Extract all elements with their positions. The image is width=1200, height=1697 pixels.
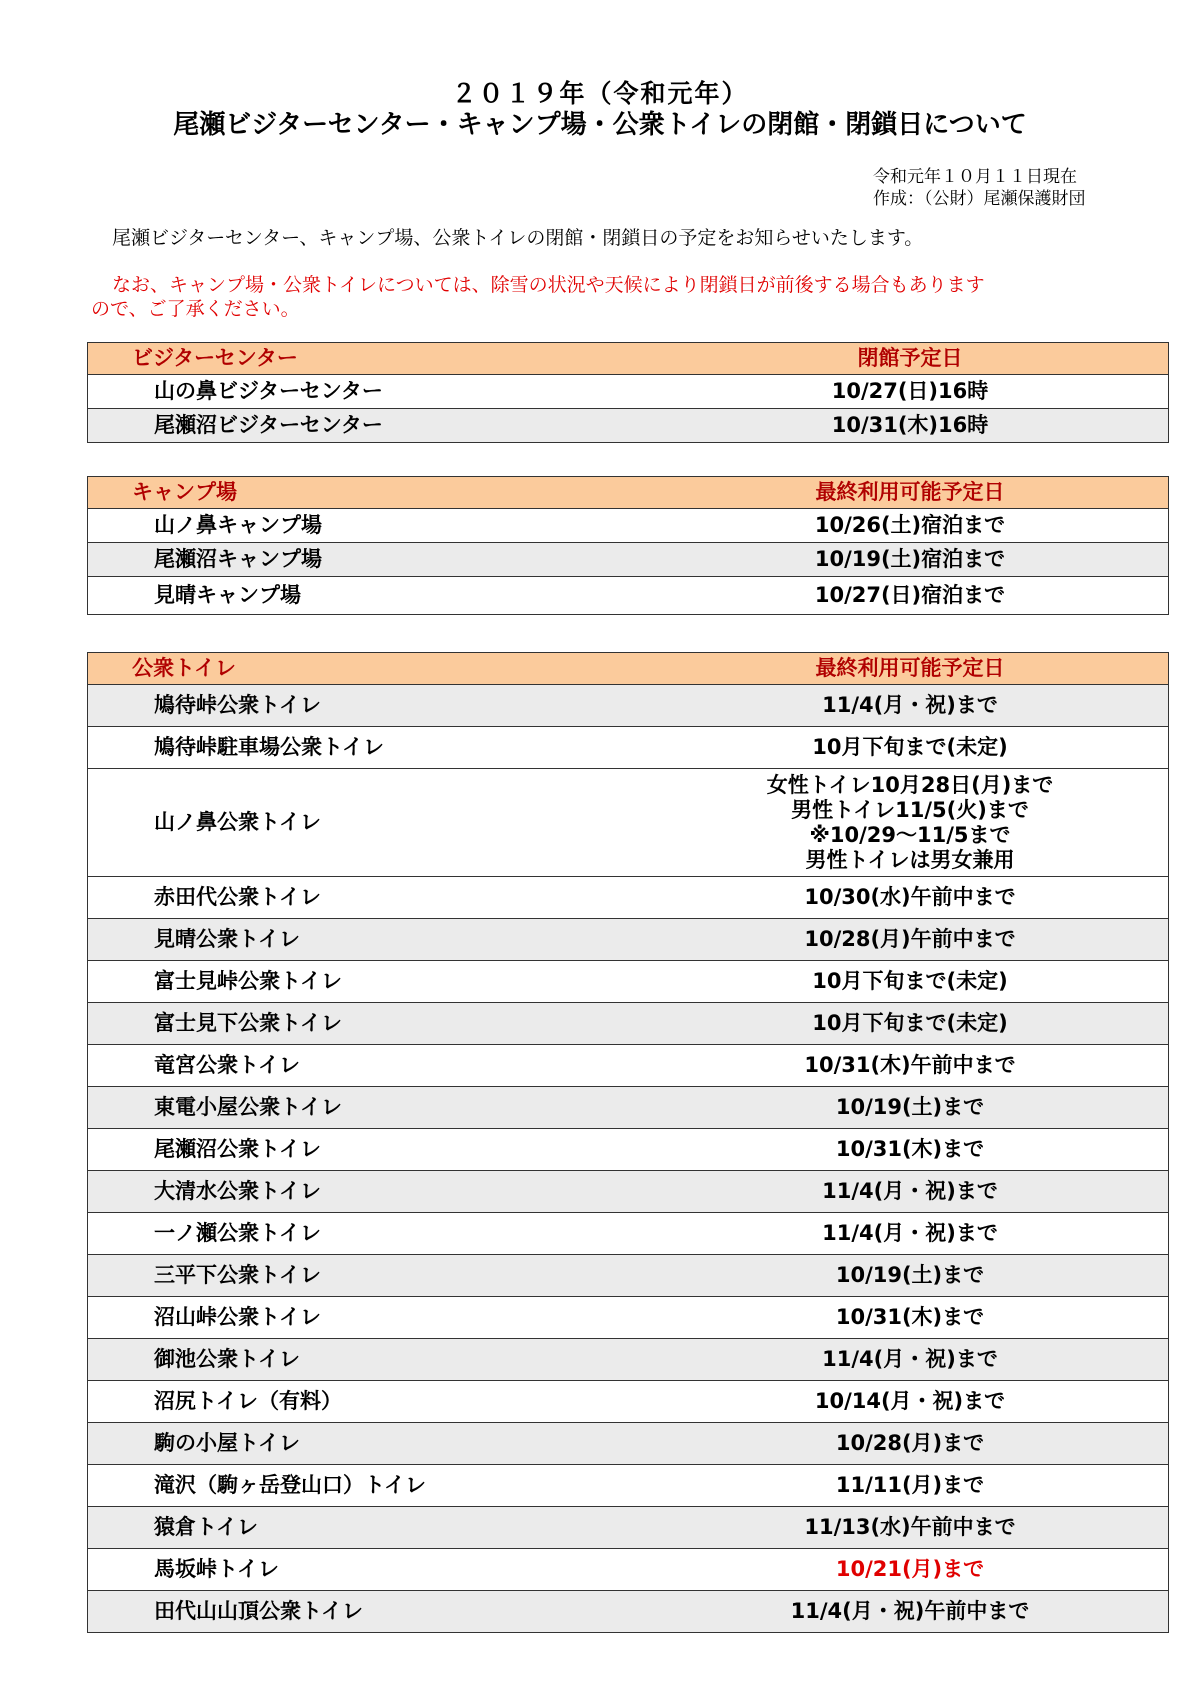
facility-name: 猿倉トイレ — [88, 1507, 653, 1549]
table-row — [88, 961, 1169, 1003]
visitor-center-table — [87, 342, 1169, 443]
closing-date-line: ※10/29～11/5まで — [809, 822, 1011, 847]
closing-date: 10/21(月)まで — [652, 1549, 1169, 1591]
table-row — [88, 1087, 1169, 1129]
column-header-name: 公衆トイレ — [88, 653, 653, 685]
facility-name: 竜宮公衆トイレ — [88, 1045, 653, 1087]
table-row — [88, 1129, 1169, 1171]
closing-date: 10月下旬まで(未定) — [652, 727, 1169, 769]
closing-date: 11/4(月・祝)まで — [652, 685, 1169, 727]
facility-name: 尾瀬沼公衆トイレ — [88, 1129, 653, 1171]
closing-date: 10/30(水)午前中まで — [652, 877, 1169, 919]
facility-name: 東電小屋公衆トイレ — [88, 1087, 653, 1129]
table-row — [88, 409, 1169, 443]
closing-date: 11/4(月・祝)午前中まで — [652, 1591, 1169, 1633]
closing-date: 11/11(月)まで — [652, 1465, 1169, 1507]
intro-text: 尾瀬ビジターセンター、キャンプ場、公衆トイレの閉館・閉鎖日の予定をお知らせいたします。 — [112, 227, 924, 249]
as-of-date: 令和元年１０月１１日現在 — [873, 167, 1077, 187]
facility-name: 鳩待峠駐車場公衆トイレ — [88, 727, 653, 769]
closing-date-line: 男性トイレ11/5(火)まで — [791, 797, 1029, 822]
closing-date-line: 男性トイレは男女兼用 — [805, 847, 1015, 872]
column-header-date: 閉館予定日 — [652, 343, 1169, 375]
facility-name: 尾瀬沼ビジターセンター — [88, 409, 653, 443]
toilet-table — [87, 652, 1169, 1633]
closing-date: 10月下旬まで(未定) — [652, 961, 1169, 1003]
facility-name: 一ノ瀬公衆トイレ — [88, 1213, 653, 1255]
closing-date: 10/31(木)まで — [652, 1297, 1169, 1339]
facility-name: 三平下公衆トイレ — [88, 1255, 653, 1297]
camp-table — [87, 476, 1169, 615]
notice-line-1: なお、キャンプ場・公衆トイレについては、除雪の状況や天候により閉鎖日が前後する場合もあります — [112, 274, 985, 296]
table-row — [88, 877, 1169, 919]
table-row — [88, 1297, 1169, 1339]
title-line-2: 尾瀬ビジターセンター・キャンプ場・公衆トイレの閉館・閉鎖日について — [173, 110, 1027, 140]
closing-date: 10/31(木)午前中まで — [652, 1045, 1169, 1087]
column-header-date: 最終利用可能予定日 — [652, 477, 1169, 509]
facility-name: 山の鼻ビジターセンター — [88, 375, 653, 409]
title-line-1: ２０１９年（令和元年） — [451, 79, 749, 108]
facility-name: 大清水公衆トイレ — [88, 1171, 653, 1213]
table-row — [88, 1465, 1169, 1507]
table-row — [88, 1255, 1169, 1297]
table-row — [88, 727, 1169, 769]
column-header-date: 最終利用可能予定日 — [652, 653, 1169, 685]
column-header-name: キャンプ場 — [88, 477, 653, 509]
table-header — [88, 477, 1169, 509]
facility-name: 沼尻トイレ（有料） — [88, 1381, 653, 1423]
column-header-name: ビジターセンター — [88, 343, 653, 375]
author: 作成：（公財）尾瀬保護財団 — [873, 189, 1086, 209]
table-row — [88, 375, 1169, 409]
table-header — [88, 653, 1169, 685]
facility-name: 沼山峠公衆トイレ — [88, 1297, 653, 1339]
closing-date: 11/4(月・祝)まで — [652, 1213, 1169, 1255]
facility-name: 鳩待峠公衆トイレ — [88, 685, 653, 727]
table-row — [88, 1381, 1169, 1423]
closing-date: 10/19(土)まで — [652, 1087, 1169, 1129]
facility-name: 見晴公衆トイレ — [88, 919, 653, 961]
facility-name: 馬坂峠トイレ — [88, 1549, 653, 1591]
table-row — [88, 919, 1169, 961]
facility-name: 赤田代公衆トイレ — [88, 877, 653, 919]
closing-date-line: 女性トイレ10月28日(月)まで — [766, 772, 1054, 797]
table-row — [88, 509, 1169, 543]
closing-date: 11/4(月・祝)まで — [652, 1339, 1169, 1381]
table-row — [88, 1003, 1169, 1045]
closing-date: 10/19(土)まで — [652, 1255, 1169, 1297]
facility-name: 御池公衆トイレ — [88, 1339, 653, 1381]
table-row — [88, 769, 1169, 877]
table-row — [88, 1507, 1169, 1549]
facility-name: 富士見下公衆トイレ — [88, 1003, 653, 1045]
facility-name: 駒の小屋トイレ — [88, 1423, 653, 1465]
table-row — [88, 543, 1169, 577]
closing-date: 10/27(日)16時 — [652, 375, 1169, 409]
closing-date: 10/31(木)16時 — [652, 409, 1169, 443]
table-header — [88, 343, 1169, 375]
closing-date: 10/26(土)宿泊まで — [652, 509, 1169, 543]
table-row — [88, 577, 1169, 615]
facility-name: 田代山山頂公衆トイレ — [88, 1591, 653, 1633]
table-row — [88, 1171, 1169, 1213]
closing-date: 10/19(土)宿泊まで — [652, 543, 1169, 577]
closing-date — [652, 769, 1169, 877]
closing-date: 11/4(月・祝)まで — [652, 1171, 1169, 1213]
table-row — [88, 1339, 1169, 1381]
facility-name: 山ノ鼻キャンプ場 — [88, 509, 653, 543]
table-row — [88, 1213, 1169, 1255]
table-row — [88, 1045, 1169, 1087]
notice-line-2: ので、ご了承ください。 — [91, 298, 300, 320]
closing-date: 10月下旬まで(未定) — [652, 1003, 1169, 1045]
facility-name: 富士見峠公衆トイレ — [88, 961, 653, 1003]
facility-name: 滝沢（駒ヶ岳登山口）トイレ — [88, 1465, 653, 1507]
table-row — [88, 1423, 1169, 1465]
closing-date: 11/13(水)午前中まで — [652, 1507, 1169, 1549]
closing-date: 10/28(月)午前中まで — [652, 919, 1169, 961]
facility-name: 山ノ鼻公衆トイレ — [88, 769, 653, 877]
facility-name: 見晴キャンプ場 — [88, 577, 653, 615]
closing-date: 10/31(木)まで — [652, 1129, 1169, 1171]
closing-date: 10/14(月・祝)まで — [652, 1381, 1169, 1423]
closing-date: 10/27(日)宿泊まで — [652, 577, 1169, 615]
table-row — [88, 1591, 1169, 1633]
closing-date: 10/28(月)まで — [652, 1423, 1169, 1465]
facility-name: 尾瀬沼キャンプ場 — [88, 543, 653, 577]
table-row — [88, 685, 1169, 727]
table-row — [88, 1549, 1169, 1591]
